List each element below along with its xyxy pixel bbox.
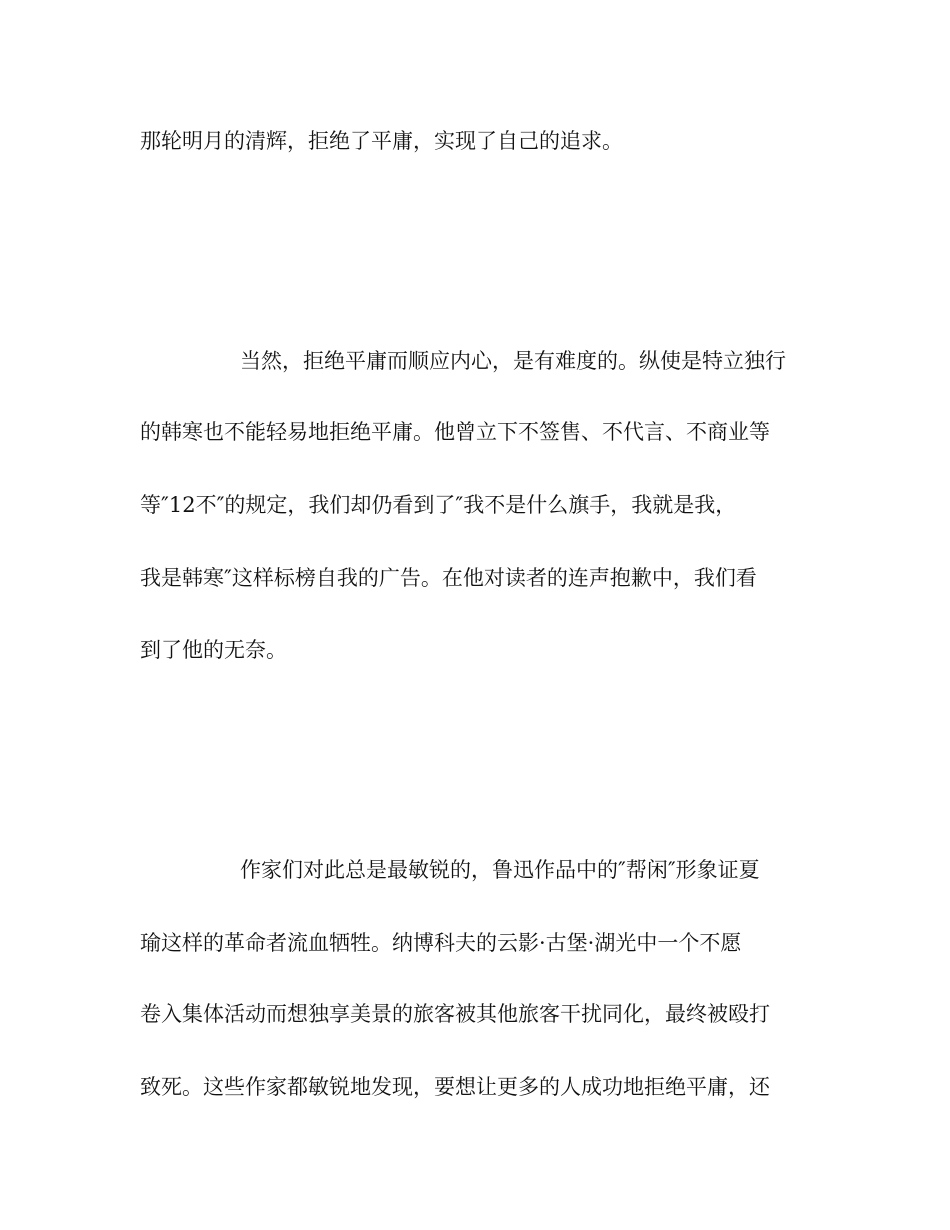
text-line: 等″12不″的规定，我们却仍看到了″我不是什么旗手，我就是我， [140,493,737,517]
text-line: 到了他的无奈。 [140,638,287,662]
text-line: 瑜这样的革命者流血牺牲。纳博科夫的云影·古堡·湖光中一个不愿 [140,931,742,955]
text-line: 我是韩寒″这样标榜自我的广告。在他对读者的连声抱歉中，我们看 [140,566,757,590]
paragraph-first-line: 作家们对此总是最敏锐的，鲁迅作品中的″帮闲″形象证夏 [240,858,760,882]
text-line: 致死。这些作家都敏锐地发现，要想让更多的人成功地拒绝平庸，还 [140,1075,770,1099]
text-line: 卷入集体活动而想独享美景的旅客被其他旅客干扰同化，最终被殴打 [140,1002,770,1026]
text-line: 的韩寒也不能轻易地拒绝平庸。他曾立下不签售、不代言、不商业等 [140,420,770,444]
text-line: 那轮明月的清辉，拒绝了平庸，实现了自己的追求。 [140,129,623,153]
paragraph-first-line: 当然，拒绝平庸而顺应内心，是有难度的。纵使是特立独行 [240,349,786,373]
